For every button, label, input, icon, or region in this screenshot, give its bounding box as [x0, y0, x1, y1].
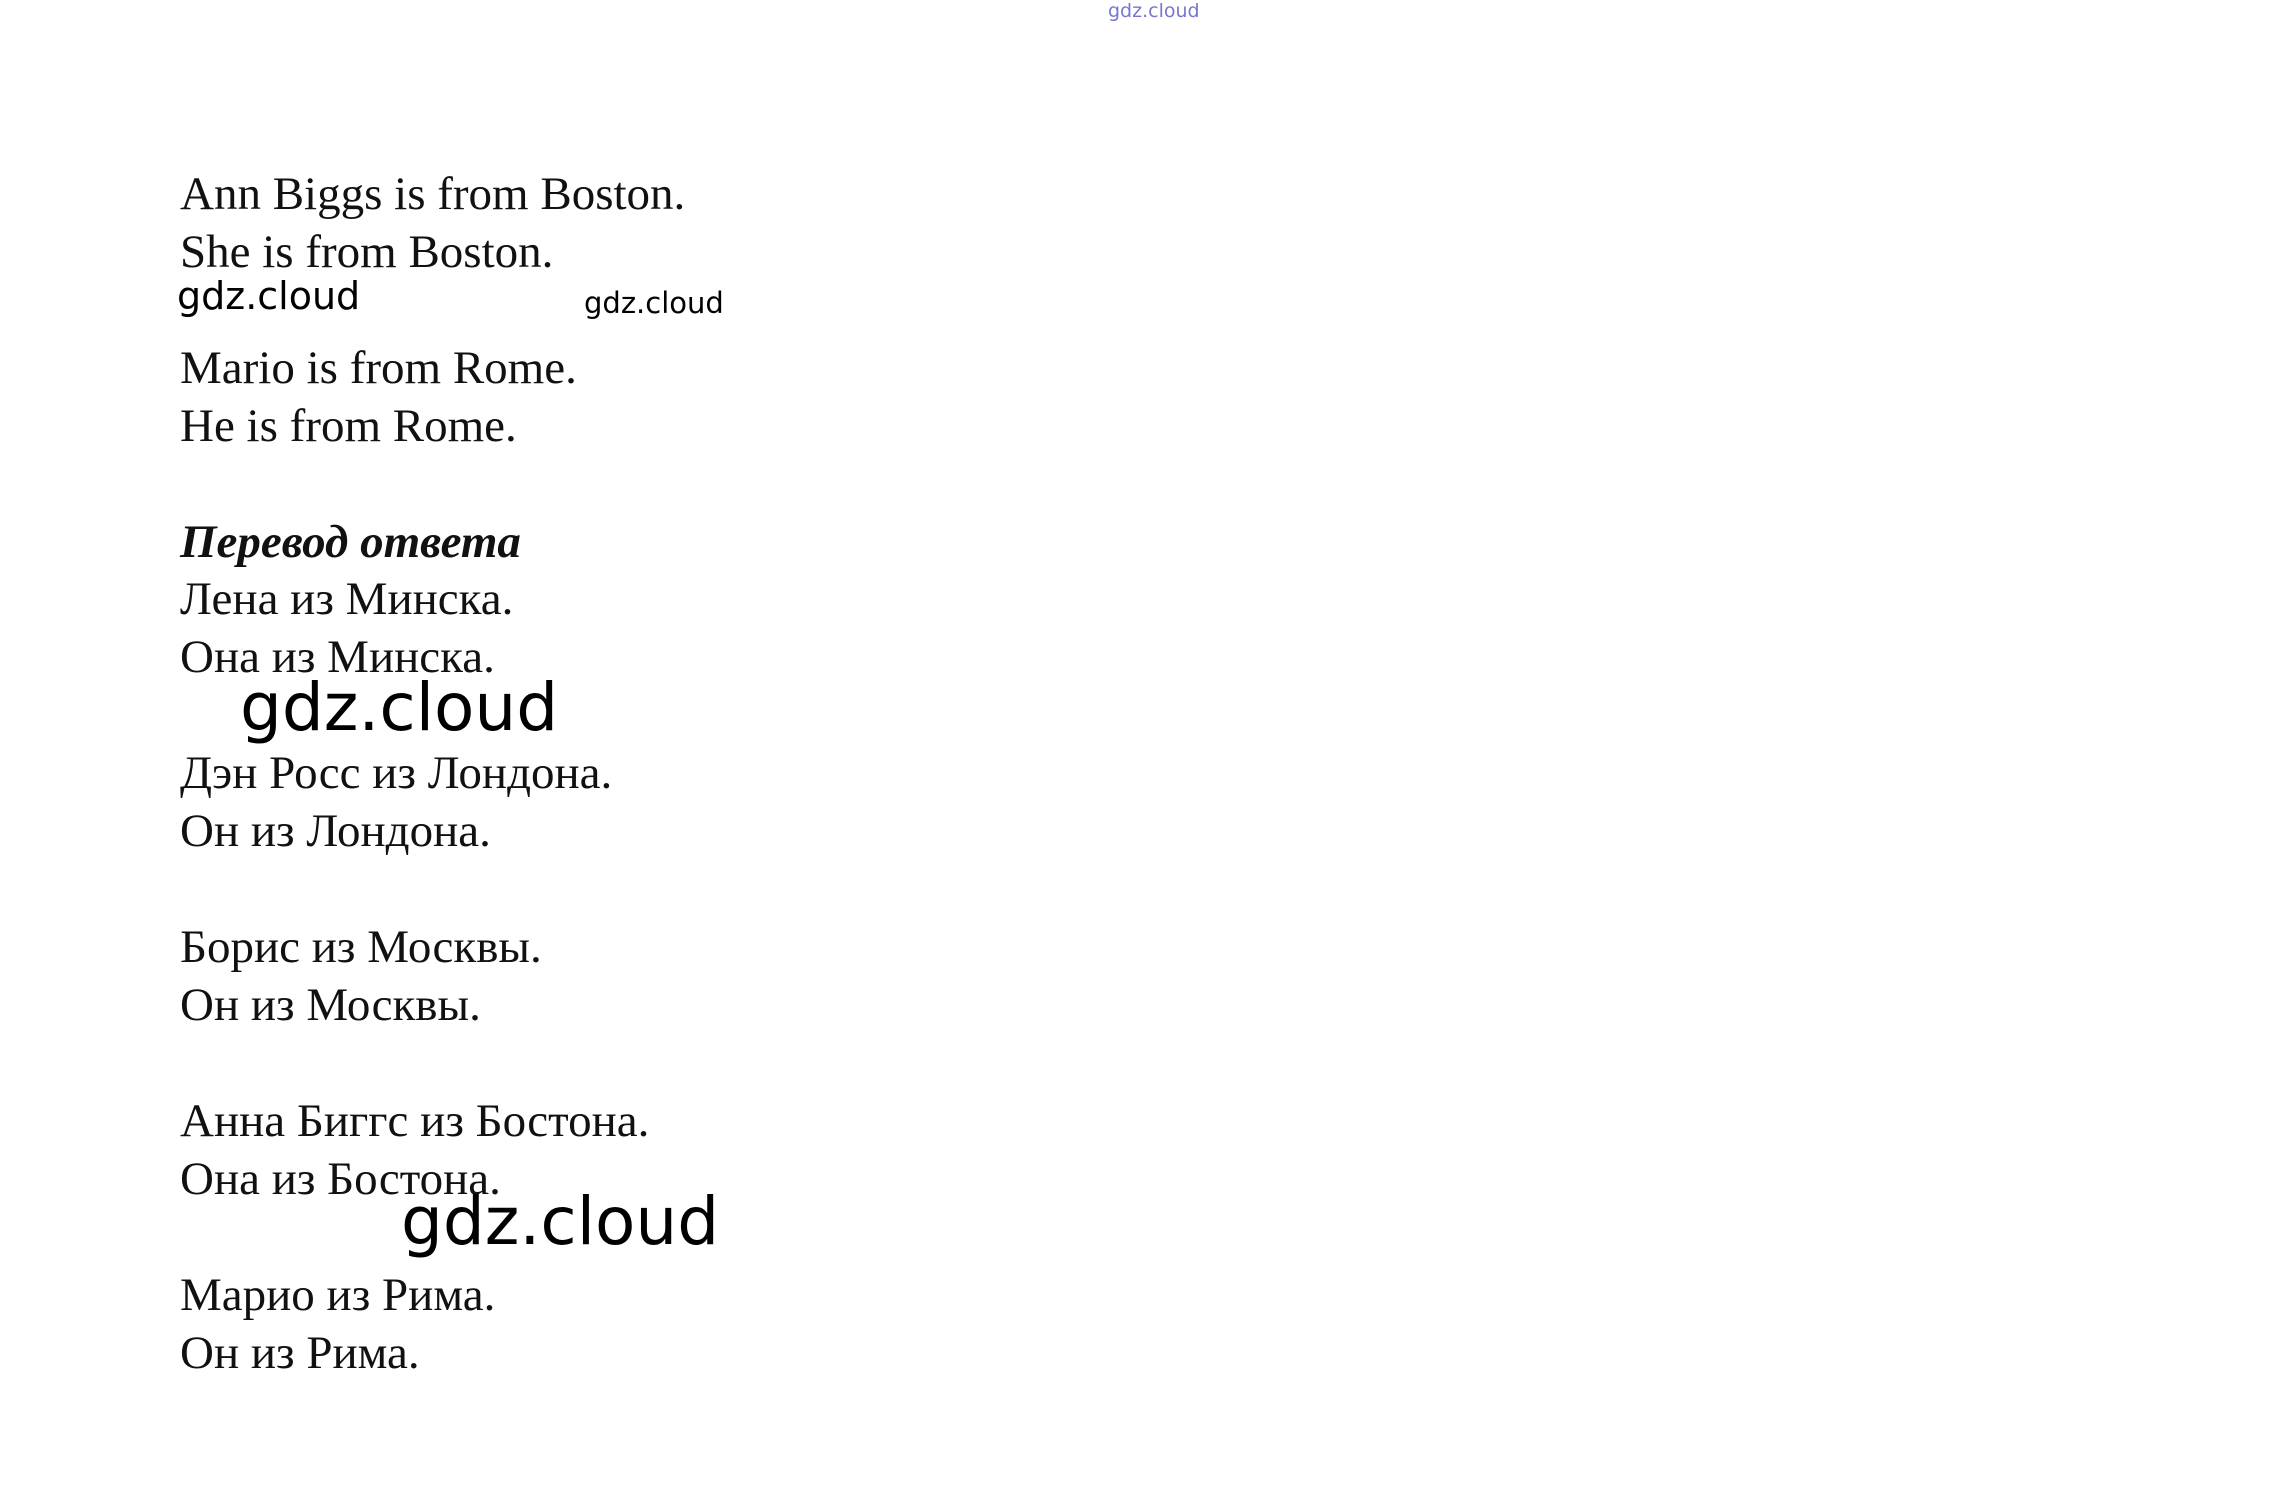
translation-line: Он из Москвы. [180, 979, 481, 1031]
watermark: gdz.cloud [401, 1183, 720, 1260]
translation-line: Она из Бостона. [180, 1153, 501, 1205]
watermark: gdz.cloud [584, 286, 724, 320]
translation-line: Борис из Москвы. [180, 921, 542, 973]
answer-line: He is from Rome. [180, 400, 517, 452]
answer-line: Ann Biggs is from Boston. [180, 168, 686, 220]
translation-heading: Перевод ответа [180, 516, 521, 568]
translation-line: Он из Рима. [180, 1327, 420, 1379]
translation-line: Лена из Минска. [180, 573, 514, 625]
watermark: gdz.cloud [177, 274, 361, 318]
answer-line: Mario is from Rome. [180, 342, 577, 394]
answer-line: She is from Boston. [180, 226, 554, 278]
translation-line: Анна Биггс из Бостона. [180, 1095, 650, 1147]
translation-line: Марио из Рима. [180, 1269, 496, 1321]
translation-line: Дэн Росс из Лондона. [180, 747, 613, 799]
header-watermark: gdz.cloud [1108, 0, 1200, 22]
watermark: gdz.cloud [240, 669, 559, 746]
translation-line: Она из Минска. [180, 631, 495, 683]
translation-line: Он из Лондона. [180, 805, 491, 857]
